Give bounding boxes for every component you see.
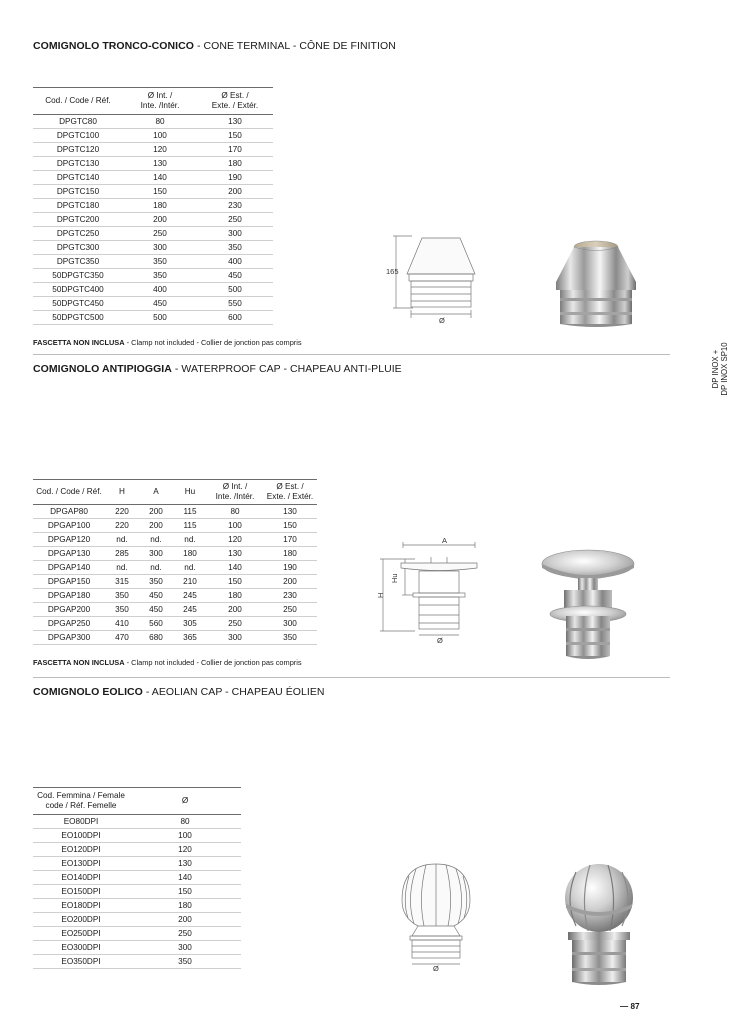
table-cell: 140 — [129, 871, 241, 885]
table-cell: 285 — [105, 547, 139, 561]
table-cell: nd. — [173, 561, 207, 575]
table-cell: DPGTC120 — [33, 143, 123, 157]
cone-diameter-label: Ø — [439, 316, 445, 325]
table-cell: 80 — [129, 815, 241, 829]
table-cell: 365 — [173, 631, 207, 645]
table-cell: 115 — [173, 519, 207, 533]
table-cell: 180 — [129, 899, 241, 913]
table-row — [33, 115, 273, 129]
column-header: Cod. Femmina / Female code / Réf. Femelle — [33, 788, 129, 815]
table-cell: DPGTC140 — [33, 171, 123, 185]
table-cell: 50DPGTC500 — [33, 311, 123, 325]
table-cell: 115 — [173, 505, 207, 519]
table-row — [33, 533, 317, 547]
table-cell: 250 — [263, 603, 317, 617]
table-row — [33, 631, 317, 645]
table-cell: 350 — [105, 603, 139, 617]
table-cell: EO180DPI — [33, 899, 129, 913]
clamp-note-1: FASCETTA NON INCLUSA - Clamp not included - Collier de jonction pas compris — [33, 338, 302, 347]
table-cell: 250 — [197, 213, 273, 227]
table-cell: EO80DPI — [33, 815, 129, 829]
table-cell: 150 — [197, 129, 273, 143]
table-cell: DPGTC180 — [33, 199, 123, 213]
table-cell: 350 — [105, 589, 139, 603]
table-cell: 300 — [139, 547, 173, 561]
column-header: H — [105, 480, 139, 505]
table-cell: nd. — [139, 533, 173, 547]
cap-hu-label: Hu — [390, 573, 399, 583]
table-row — [33, 227, 273, 241]
table-cell: 120 — [207, 533, 263, 547]
table-cell: 500 — [123, 311, 197, 325]
table-cell: 680 — [139, 631, 173, 645]
table-cell: 230 — [197, 199, 273, 213]
table-row — [33, 241, 273, 255]
table-cell: 350 — [197, 241, 273, 255]
table-cell: 130 — [207, 547, 263, 561]
table-cell: 350 — [129, 955, 241, 969]
table-cell: 350 — [263, 631, 317, 645]
table-cell: DPGAP140 — [33, 561, 105, 575]
table-cell: 220 — [105, 505, 139, 519]
table-row — [33, 311, 273, 325]
table-cell: EO150DPI — [33, 885, 129, 899]
table-cell: 140 — [123, 171, 197, 185]
table-cell: DPGAP150 — [33, 575, 105, 589]
table-cell: 300 — [123, 241, 197, 255]
aeolian-cap-drawing — [396, 860, 476, 972]
section-title-aeolian-cap: COMIGNOLO EOLICO - AEOLIAN CAP - CHAPEAU ÉOLIEN — [33, 686, 325, 698]
cap-diameter-label: Ø — [437, 636, 443, 645]
table-row — [33, 575, 317, 589]
table-row — [33, 941, 241, 955]
table-cell: 300 — [207, 631, 263, 645]
table-cell: 305 — [173, 617, 207, 631]
table-cell: EO130DPI — [33, 857, 129, 871]
cone-terminal-table — [33, 87, 273, 325]
table-cell: 50DPGTC400 — [33, 283, 123, 297]
table-cell: 50DPGTC350 — [33, 269, 123, 283]
table-cell: nd. — [173, 533, 207, 547]
table-cell: 100 — [129, 829, 241, 843]
cap-h-label: H — [376, 592, 385, 598]
column-header: Ø Est. / Exte. / Extér. — [197, 88, 273, 115]
side-product-label: DP INOX + DP INOX SP10 — [711, 342, 729, 396]
column-header: Ø — [129, 788, 241, 815]
table-row — [33, 603, 317, 617]
table-cell: 180 — [263, 547, 317, 561]
table-cell: 130 — [263, 505, 317, 519]
section-divider-1 — [33, 354, 670, 355]
table-cell: DPGTC80 — [33, 115, 123, 129]
table-cell: DPGAP200 — [33, 603, 105, 617]
table-cell: 410 — [105, 617, 139, 631]
table-cell: 470 — [105, 631, 139, 645]
table-cell: 150 — [129, 885, 241, 899]
aeolian-diameter-label: Ø — [433, 964, 439, 973]
table-cell: EO300DPI — [33, 941, 129, 955]
table-cell: 150 — [123, 185, 197, 199]
table-cell: DPGTC300 — [33, 241, 123, 255]
table-cell: 250 — [207, 617, 263, 631]
table-row — [33, 561, 317, 575]
table-cell: DPGTC200 — [33, 213, 123, 227]
table-row — [33, 927, 241, 941]
table-row — [33, 297, 273, 311]
cone-terminal-photo — [548, 238, 644, 330]
clamp-note-2: FASCETTA NON INCLUSA - Clamp not included - Collier de jonction pas compris — [33, 658, 302, 667]
table-cell: 150 — [207, 575, 263, 589]
table-cell: 180 — [123, 199, 197, 213]
column-header: Ø Est. / Exte. / Extér. — [263, 480, 317, 505]
table-row — [33, 143, 273, 157]
waterproof-cap-drawing — [375, 535, 485, 645]
table-cell: 140 — [207, 561, 263, 575]
table-cell: 220 — [105, 519, 139, 533]
table-cell: DPGTC250 — [33, 227, 123, 241]
table-row — [33, 547, 317, 561]
table-cell: 400 — [197, 255, 273, 269]
table-cell: 300 — [129, 941, 241, 955]
table-cell: 170 — [263, 533, 317, 547]
table-cell: 120 — [129, 843, 241, 857]
section-divider-2 — [33, 677, 670, 678]
column-header: Cod. / Code / Réf. — [33, 88, 123, 115]
table-row — [33, 255, 273, 269]
column-header: Ø Int. / Inte. /Intér. — [123, 88, 197, 115]
aeolian-cap-table — [33, 787, 241, 969]
table-cell: 120 — [123, 143, 197, 157]
table-cell: 500 — [197, 283, 273, 297]
table-cell: 200 — [263, 575, 317, 589]
cone-terminal-drawing — [382, 230, 492, 325]
table-row — [33, 899, 241, 913]
table-cell: 245 — [173, 603, 207, 617]
table-cell: 100 — [123, 129, 197, 143]
table-cell: DPGAP80 — [33, 505, 105, 519]
table-cell: EO200DPI — [33, 913, 129, 927]
page-number: — 87 — [620, 1002, 640, 1011]
table-cell: 450 — [139, 603, 173, 617]
table-cell: 180 — [197, 157, 273, 171]
table-row — [33, 157, 273, 171]
table-cell: 130 — [129, 857, 241, 871]
table-cell: 250 — [123, 227, 197, 241]
table-cell: EO140DPI — [33, 871, 129, 885]
table-cell: DPGAP100 — [33, 519, 105, 533]
table-cell: DPGTC100 — [33, 129, 123, 143]
table-cell: 50DPGTC450 — [33, 297, 123, 311]
table-cell: 130 — [197, 115, 273, 129]
table-cell: EO100DPI — [33, 829, 129, 843]
table-cell: DPGAP250 — [33, 617, 105, 631]
waterproof-cap-photo — [538, 540, 638, 665]
table-cell: 350 — [139, 575, 173, 589]
table-cell: EO350DPI — [33, 955, 129, 969]
table-cell: DPGTC350 — [33, 255, 123, 269]
table-cell: 250 — [129, 927, 241, 941]
table-cell: 450 — [197, 269, 273, 283]
table-row — [33, 185, 273, 199]
table-cell: 550 — [197, 297, 273, 311]
table-cell: 350 — [123, 269, 197, 283]
table-row — [33, 617, 317, 631]
table-cell: 400 — [123, 283, 197, 297]
column-header: A — [139, 480, 173, 505]
column-header: Hu — [173, 480, 207, 505]
table-cell: 190 — [197, 171, 273, 185]
table-cell: nd. — [105, 561, 139, 575]
table-cell: 180 — [173, 547, 207, 561]
table-cell: EO250DPI — [33, 927, 129, 941]
aeolian-cap-photo — [556, 860, 642, 990]
table-cell: 200 — [139, 519, 173, 533]
table-cell: 170 — [197, 143, 273, 157]
table-cell: 300 — [263, 617, 317, 631]
table-row — [33, 505, 317, 519]
table-cell: 150 — [263, 519, 317, 533]
table-cell: 560 — [139, 617, 173, 631]
table-cell: DPGTC150 — [33, 185, 123, 199]
table-cell: 80 — [123, 115, 197, 129]
table-row — [33, 283, 273, 297]
table-row — [33, 269, 273, 283]
table-cell: 450 — [123, 297, 197, 311]
table-cell: 180 — [207, 589, 263, 603]
table-cell: 210 — [173, 575, 207, 589]
table-cell: 245 — [173, 589, 207, 603]
table-row — [33, 213, 273, 227]
table-cell: 80 — [207, 505, 263, 519]
table-row — [33, 955, 241, 969]
table-cell: 100 — [207, 519, 263, 533]
table-cell: 450 — [139, 589, 173, 603]
table-cell: 200 — [139, 505, 173, 519]
table-row — [33, 171, 273, 185]
table-row — [33, 829, 241, 843]
cone-height-label: 165 — [386, 267, 399, 276]
table-row — [33, 199, 273, 213]
cap-a-label: A — [442, 536, 448, 545]
table-row — [33, 913, 241, 927]
column-header: Ø Int. / Inte. /Intér. — [207, 480, 263, 505]
table-cell: nd. — [105, 533, 139, 547]
table-cell: 200 — [129, 913, 241, 927]
table-row — [33, 589, 317, 603]
table-row — [33, 843, 241, 857]
table-row — [33, 857, 241, 871]
table-row — [33, 129, 273, 143]
table-cell: 315 — [105, 575, 139, 589]
table-cell: EO120DPI — [33, 843, 129, 857]
table-cell: 300 — [197, 227, 273, 241]
column-header: Cod. / Code / Réf. — [33, 480, 105, 505]
table-row — [33, 519, 317, 533]
table-cell: 200 — [123, 213, 197, 227]
table-cell: 200 — [207, 603, 263, 617]
table-cell: 200 — [197, 185, 273, 199]
table-row — [33, 871, 241, 885]
table-cell: DPGAP300 — [33, 631, 105, 645]
table-cell: nd. — [139, 561, 173, 575]
section-title-waterproof-cap: COMIGNOLO ANTIPIOGGIA - WATERPROOF CAP - CHAPEAU ANTI-PLUIE — [33, 363, 402, 375]
table-cell: 230 — [263, 589, 317, 603]
table-cell: 600 — [197, 311, 273, 325]
table-cell: DPGTC130 — [33, 157, 123, 171]
waterproof-cap-table — [33, 479, 317, 645]
table-cell: 350 — [123, 255, 197, 269]
table-row — [33, 815, 241, 829]
table-row — [33, 885, 241, 899]
table-cell: DPGAP120 — [33, 533, 105, 547]
table-cell: DPGAP130 — [33, 547, 105, 561]
table-cell: 190 — [263, 561, 317, 575]
table-cell: DPGAP180 — [33, 589, 105, 603]
table-cell: 130 — [123, 157, 197, 171]
section-title-cone-terminal: COMIGNOLO TRONCO-CONICO - CONE TERMINAL - CÔNE DE FINITION — [33, 40, 396, 52]
